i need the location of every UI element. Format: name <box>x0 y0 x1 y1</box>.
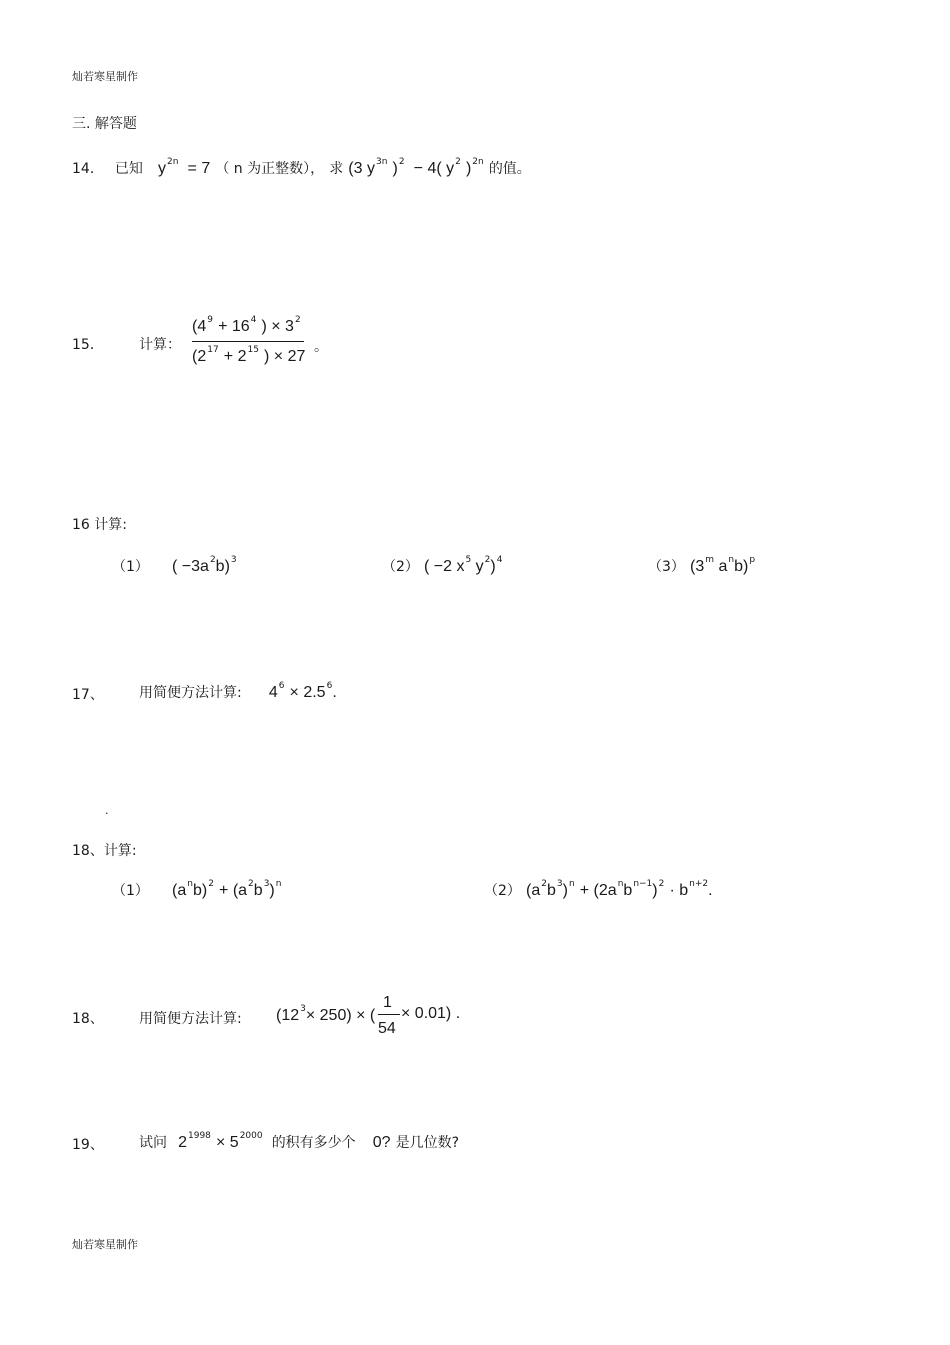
fraction-numerator: 1 <box>383 994 392 1011</box>
question-number-19: 19、 <box>72 1137 104 1153</box>
question-tail-15: 。 <box>314 339 328 355</box>
question-17: 用简便方法计算: $4^6 \times 2.5^6$. <box>139 681 337 701</box>
question-18-part-2: （2） $(a^2b^3)^n + (2a^nb^{n-1})^2 \cdot b^{n+2}$. <box>484 879 713 899</box>
fraction-numerator: ($4^9 + 16^4$ ) × $3^2$ <box>192 315 301 335</box>
question-number-15: 15． <box>72 337 104 353</box>
section-title: 三. 解答题 <box>72 116 137 132</box>
question-text: 已知 <box>114 161 143 177</box>
question-number: 14． <box>72 161 104 177</box>
stray-dot: . <box>105 804 109 817</box>
question-19: 试问 $2^{1998} \times 5^{2000}$ 的积有多少个 0? 是几位数? <box>139 1131 460 1151</box>
fraction-bar <box>192 341 304 342</box>
math-expr: y <box>158 160 167 177</box>
question-16-title: 16 计算: <box>72 517 127 533</box>
question-18b-expr-left: $(12^3\times 250)$ × ( <box>276 1004 376 1024</box>
question-number-18b: 18、 <box>72 1011 104 1027</box>
question-14: 14． 已知 $y^{2n} = 7$ （ n 为正整数）， 求 (3 $y^{3n}$ )$^2$ − 4( $y^2$ )$^{2n}$ 的值。 <box>72 157 531 177</box>
question-16-part-1: （1） ( $-3a^2b)^3$ <box>112 555 237 575</box>
fraction-denominator: 54 <box>378 1020 396 1037</box>
question-label-18b: 用简便方法计算: <box>139 1011 242 1027</box>
fraction-denominator: ($2^{17} + 2^{15}$ ) × 27 <box>192 345 306 365</box>
question-18-part-1: （1） $(a^nb)^2 + (a^2b^3)^n$ <box>112 879 282 899</box>
page-footer: 灿若寒星制作 <box>72 1238 138 1251</box>
question-18-title: 18、计算: <box>72 843 137 859</box>
question-16-part-2: （2） ( −2 $x^5$ $y^2)^4$ <box>382 555 503 575</box>
question-18b-expr-right: × 0.01) . <box>401 1005 461 1022</box>
page-header: 灿若寒星制作 <box>72 70 138 83</box>
question-number-17: 17、 <box>72 687 104 703</box>
fraction-bar <box>378 1014 400 1015</box>
question-16-part-3: （3） (3$^m$ $a^nb)^p$ <box>648 555 756 575</box>
question-label-15: 计算： <box>139 337 181 353</box>
